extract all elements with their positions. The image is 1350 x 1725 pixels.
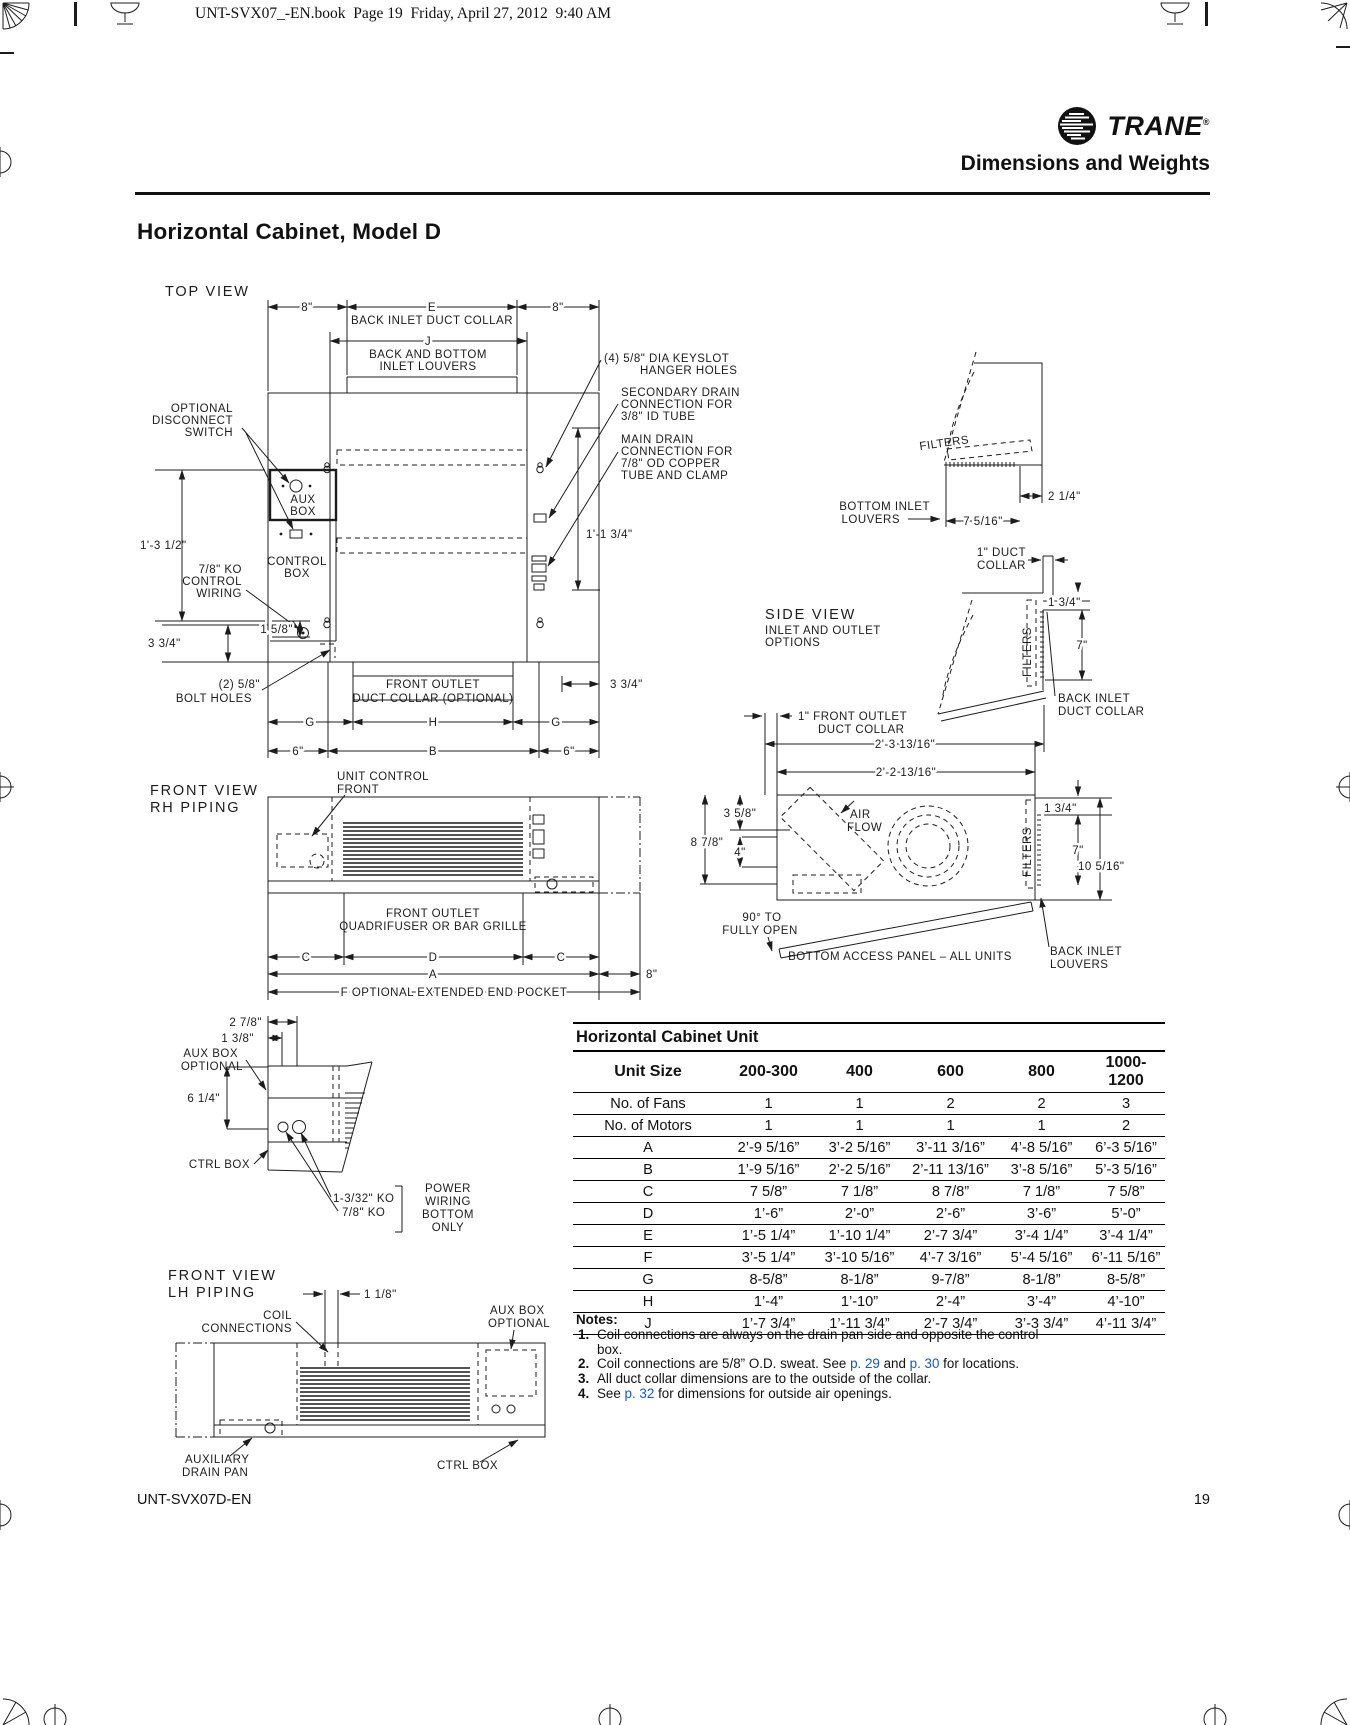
ko-1-3-32-label: 1-3/32" KO: [333, 1193, 395, 1205]
table-title: Horizontal Cabinet Unit: [573, 1023, 1165, 1051]
front-view-lh-labels: [168, 1268, 550, 1479]
row-label: G: [573, 1269, 723, 1291]
dim-8in-left: 8": [301, 302, 313, 314]
top-view-labels: [140, 284, 740, 758]
main-drain-label3: 7/8" OD COPPER: [621, 458, 721, 470]
table-row: [573, 1137, 1165, 1159]
cell: 3’-4 1/4”: [1087, 1225, 1165, 1247]
control-box-label: CONTROL: [267, 556, 327, 568]
front-outlet-collar-label2: DUCT COLLAR (OPTIONAL): [352, 693, 514, 705]
cell: 1’-5 1/4”: [723, 1225, 814, 1247]
side-section-labels: [691, 803, 1125, 971]
filters-label-3: FILTERS: [1022, 827, 1034, 877]
dim-8-7-8: 8 7/8": [690, 837, 724, 849]
coil-connections-label: COIL: [263, 1310, 292, 1322]
cell: 2: [905, 1093, 996, 1115]
cell: 7 1/8”: [814, 1181, 905, 1203]
cell: 2: [996, 1093, 1087, 1115]
brand-registered-mark: ®: [1202, 116, 1210, 127]
footer-document-number: UNT-SVX07D-EN: [137, 1492, 252, 1508]
quadrifuser-label: FRONT OUTLET: [386, 908, 480, 920]
dim-G-right: G: [551, 717, 561, 729]
dim-3-5-8: 3 5/8": [723, 808, 757, 820]
note-2-text: Coil connections are 5/8” O.D. sweat. See: [597, 1356, 851, 1372]
table-title-row: [573, 1023, 1165, 1051]
note-4-text2: for dimensions for outside air openings.: [654, 1385, 892, 1401]
cell: 3’-11 3/16”: [905, 1137, 996, 1159]
main-drain-label: MAIN DRAIN: [621, 434, 694, 446]
aux-box-detail-labels: [181, 1017, 474, 1234]
back-inlet-louvers-label2: LOUVERS: [1050, 959, 1109, 971]
cell: 4’-11 3/4”: [1087, 1313, 1165, 1335]
unit-control-label2: FRONT: [337, 784, 380, 796]
cell: 1’-4”: [723, 1291, 814, 1313]
cell: 4’-10”: [1087, 1291, 1165, 1313]
cell: 7 5/8”: [723, 1181, 814, 1203]
table-row: [573, 1181, 1165, 1203]
cell: 3’-2 5/16”: [814, 1137, 905, 1159]
dim-F-endpocket: F OPTIONAL EXTENDED END POCKET: [340, 987, 568, 999]
ko-control-wiring-label2: CONTROL: [182, 576, 242, 588]
table-header-row: [573, 1051, 1165, 1093]
dim-1-1-8: 1 1/8": [364, 1289, 397, 1301]
power-wiring-label: POWER: [425, 1183, 471, 1195]
col-header-400: 400: [814, 1051, 905, 1093]
table-row: [573, 1225, 1165, 1247]
filters-label-2: FILTERS: [1022, 627, 1034, 677]
dim-7in-upper: 7": [1076, 640, 1088, 652]
row-label: J: [573, 1313, 723, 1335]
cell: 1’-11 3/4”: [814, 1313, 905, 1335]
cell: 7 1/8”: [996, 1181, 1087, 1203]
cell: 3’-6”: [996, 1203, 1087, 1225]
notes-heading: Notes:: [576, 1312, 618, 1327]
ctrl-box-label: CTRL BOX: [188, 1159, 250, 1171]
dim-1-3-4-upper: 1 3/4": [1048, 597, 1081, 609]
front-view-lh-title2: LH PIPING: [168, 1285, 256, 1301]
dim-8in-right: 8": [552, 302, 564, 314]
cell: 9-7/8”: [905, 1269, 996, 1291]
cell: 2’-4”: [905, 1291, 996, 1313]
back-bottom-louvers-label2: INLET LOUVERS: [379, 361, 477, 373]
front-outlet-1in-collar-label2: DUCT COLLAR: [818, 724, 905, 736]
control-box-label2: BOX: [284, 568, 310, 580]
cell: 1’-10”: [814, 1291, 905, 1313]
table-row: [573, 1115, 1165, 1137]
quadrifuser-label2: QUADRIFUSER OR BAR GRILLE: [339, 921, 527, 933]
cell: 2’-6”: [905, 1203, 996, 1225]
cell: 2’-7 3/4”: [905, 1313, 996, 1335]
cell: 3’-10 5/16”: [814, 1247, 905, 1269]
top-view-title: TOP VIEW: [165, 284, 250, 300]
front-view-lh-title: FRONT VIEW: [168, 1268, 277, 1284]
cell: 8-5/8”: [1087, 1269, 1165, 1291]
dim-1ft-1-3-4: 1'-1 3/4": [586, 529, 633, 541]
cell: 1: [723, 1093, 814, 1115]
cell: 1’-6”: [723, 1203, 814, 1225]
dim-6-left: 6": [292, 746, 304, 758]
col-header-800: 800: [996, 1051, 1087, 1093]
cell: 1’-9 5/16”: [723, 1159, 814, 1181]
dim-1ft-3half: 1'-3 1/2": [140, 540, 187, 552]
dim-J: J: [424, 336, 432, 348]
note-2-text2: and: [879, 1356, 910, 1372]
dim-6-1-4: 6 1/4": [187, 1093, 220, 1105]
secondary-drain-label2: CONNECTION FOR: [621, 399, 733, 411]
back-inlet-duct-collar-label: BACK INLET DUCT COLLAR: [350, 315, 514, 327]
door-swing-label2: FULLY OPEN: [722, 925, 798, 937]
front-view-rh-title: FRONT VIEW: [150, 783, 259, 799]
back-bottom-louvers-label: BACK AND BOTTOM: [369, 349, 487, 361]
side-view-back-inlet-linework: [744, 556, 1092, 795]
table-row: [573, 1093, 1165, 1115]
note-2-text3: for locations.: [939, 1356, 1020, 1372]
col-header-unit-size: Unit Size: [573, 1051, 723, 1093]
aux-box-optional-lh-label2: OPTIONAL: [488, 1318, 551, 1330]
row-label: H: [573, 1291, 723, 1313]
dim-10-5-16: 10 5/16": [1078, 861, 1125, 873]
note-2: [576, 1357, 1046, 1372]
dim-7-5-16: 7 5/16": [963, 516, 1003, 528]
bolt-holes-label2: BOLT HOLES: [175, 693, 252, 705]
cell: 2’-11 13/16”: [905, 1159, 996, 1181]
cell: 8 7/8”: [905, 1181, 996, 1203]
cell: 8-1/8”: [996, 1269, 1087, 1291]
duct-collar-1in-label: 1" DUCT: [976, 547, 1026, 559]
cell: 7 5/8”: [1087, 1181, 1165, 1203]
cell: 1: [814, 1093, 905, 1115]
front-view-rh-linework: [268, 795, 640, 1000]
duct-collar-1in-label2: COLLAR: [976, 560, 1026, 572]
cell: 6’-3 5/16”: [1087, 1137, 1165, 1159]
footer-page-number: 19: [1193, 1492, 1210, 1508]
dim-D: D: [428, 952, 438, 964]
power-wiring-label2: WIRING: [425, 1196, 471, 1208]
dim-C-left: C: [301, 952, 311, 964]
cell: 8-5/8”: [723, 1269, 814, 1291]
dim-8in-endpocket: 8": [646, 969, 658, 981]
col-header-600: 600: [905, 1051, 996, 1093]
dim-B: B: [428, 746, 438, 758]
note-4-number: 4.: [578, 1385, 590, 1401]
cell: 3’-8 5/16”: [996, 1159, 1087, 1181]
front-outlet-1in-collar-label: 1" FRONT OUTLET: [798, 711, 908, 723]
side-view-subtitle2: OPTIONS: [765, 637, 821, 649]
front-view-rh-labels: [150, 771, 657, 999]
ko-7-8-label: 7/8" KO: [342, 1207, 386, 1219]
auxiliary-drain-pan-label2: DRAIN PAN: [182, 1467, 249, 1479]
auxiliary-drain-pan-label: AUXILIARY: [185, 1454, 250, 1466]
dim-C-right: C: [556, 952, 566, 964]
dim-A: A: [428, 969, 438, 981]
cell: 3’-4”: [996, 1291, 1087, 1313]
row-label: E: [573, 1225, 723, 1247]
back-inlet-louvers-label: BACK INLET: [1050, 946, 1123, 958]
aux-box-label: AUX: [290, 494, 316, 506]
dim-4in: 4": [734, 847, 746, 859]
page-29-link[interactable]: p. 29: [850, 1356, 880, 1372]
keyslot-hanger-holes: [324, 463, 543, 628]
row-label: F: [573, 1247, 723, 1269]
secondary-drain-label3: 3/8" ID TUBE: [621, 411, 696, 423]
side-view-title: SIDE VIEW: [765, 607, 857, 623]
note-3: [576, 1372, 1046, 1387]
dim-2ft-3-13-16: 2'-3 13/16": [874, 739, 936, 751]
page-title: Horizontal Cabinet, Model D: [137, 219, 442, 244]
cell: 5’-3 5/16”: [1087, 1159, 1165, 1181]
cell: 5’-4 5/16”: [996, 1247, 1087, 1269]
air-flow-label: AIR: [850, 809, 871, 821]
cell: 4’-8 5/16”: [996, 1137, 1087, 1159]
main-drain-label4: TUBE AND CLAMP: [621, 470, 729, 482]
side-view-labels: [765, 434, 1144, 779]
dim-6-right: 6": [563, 746, 575, 758]
col-header-1000-1200: 1000-1200: [1087, 1051, 1165, 1093]
ko-control-wiring-label: 7/8" KO: [198, 564, 242, 576]
dim-H: H: [428, 717, 438, 729]
table-row: [573, 1291, 1165, 1313]
page-30-link[interactable]: p. 30: [909, 1356, 940, 1372]
filters-label-1: FILTERS: [918, 434, 970, 453]
coil-connections-label2: CONNECTIONS: [201, 1323, 292, 1335]
note-4-text: See: [597, 1385, 625, 1401]
optional-disconnect-label: OPTIONAL: [170, 403, 233, 415]
cell: 3’-4 1/4”: [996, 1225, 1087, 1247]
bottom-inlet-louvers-label: BOTTOM INLET: [839, 501, 930, 513]
cell: 3’-3 3/4”: [996, 1313, 1087, 1335]
cell: 5’-0”: [1087, 1203, 1165, 1225]
dim-2ft-2-13-16: 2'-2 13/16": [875, 767, 937, 779]
front-view-rh-title2: RH PIPING: [150, 800, 241, 816]
dim-7in-lower: 7": [1072, 845, 1084, 857]
optional-disconnect-label3: SWITCH: [184, 427, 233, 439]
table-row: [573, 1247, 1165, 1269]
row-label: A: [573, 1137, 723, 1159]
dim-E: E: [427, 302, 437, 314]
bottom-inlet-louvers-label2: LOUVERS: [841, 514, 900, 526]
cell: 3: [1087, 1093, 1165, 1115]
cell: 6’-11 5/16”: [1087, 1247, 1165, 1269]
keyslot-label2: HANGER HOLES: [640, 365, 738, 377]
section-heading: Dimensions and Weights: [960, 152, 1210, 175]
power-wiring-label4: ONLY: [431, 1222, 465, 1234]
note-1-text: Coil connections are always on the drain pan side and opposite the control box.: [597, 1326, 1039, 1357]
air-flow-label2: FLOW: [847, 822, 883, 834]
aux-box-optional-lh-label: AUX BOX: [490, 1305, 545, 1317]
note-3-text: All duct collar dimensions are to the outside of the collar.: [597, 1371, 932, 1387]
document-header-text: UNT-SVX07_-EN.book Page 19 Friday, April 27, 2012 9:40 AM: [195, 5, 612, 22]
cell: 1: [814, 1115, 905, 1137]
col-header-200-300: 200-300: [723, 1051, 814, 1093]
brand-text: TRANE®: [1107, 110, 1210, 141]
unit-control-label: UNIT CONTROL: [337, 771, 430, 783]
secondary-drain-label: SECONDARY DRAIN: [621, 387, 740, 399]
table-row: [573, 1203, 1165, 1225]
cell: 1: [905, 1115, 996, 1137]
optional-disconnect-label2: DISCONNECT: [151, 415, 233, 427]
row-label: No. of Motors: [573, 1115, 723, 1137]
note-4: [576, 1387, 1046, 1402]
cell: 4’-7 3/16”: [905, 1247, 996, 1269]
table-row: [573, 1269, 1165, 1291]
ko-control-wiring-label3: WIRING: [196, 588, 242, 600]
ctrl-box-lh-label: CTRL BOX: [437, 1460, 499, 1472]
keyslot-label: (4) 5/8" DIA KEYSLOT: [604, 353, 730, 365]
dim-1-5-8: 1 5/8": [260, 624, 293, 636]
cell: 2’-9 5/16”: [723, 1137, 814, 1159]
main-drain-label2: CONNECTION FOR: [621, 446, 733, 458]
bottom-access-panel-label: BOTTOM ACCESS PANEL – ALL UNITS: [788, 951, 1012, 963]
power-wiring-label3: BOTTOM: [422, 1209, 474, 1221]
door-swing-label: 90° TO: [742, 912, 782, 924]
cell: 1: [723, 1115, 814, 1137]
cell: 2: [1087, 1115, 1165, 1137]
dim-1-3-8: 1 3/8": [221, 1033, 254, 1045]
crop-crosshair: [0, 147, 1350, 1725]
page-32-link[interactable]: p. 32: [624, 1385, 655, 1401]
aux-box-optional-label: AUX BOX: [183, 1048, 238, 1060]
dim-G-left: G: [305, 717, 315, 729]
cell: 2’-0”: [814, 1203, 905, 1225]
row-label: No. of Fans: [573, 1093, 723, 1115]
cell: 2’-7 3/4”: [905, 1225, 996, 1247]
dim-3-3-4-left: 3 3/4": [148, 638, 181, 650]
note-2-number: 2.: [578, 1356, 590, 1372]
cell: 1’-10 1/4”: [814, 1225, 905, 1247]
aux-box-label2: BOX: [290, 506, 316, 518]
note-1: [576, 1328, 1046, 1358]
row-label: B: [573, 1159, 723, 1181]
note-1-number: 1.: [578, 1326, 590, 1342]
cell: 2’-2 5/16”: [814, 1159, 905, 1181]
table-row: [573, 1159, 1165, 1181]
cell: 8-1/8”: [814, 1269, 905, 1291]
row-label: D: [573, 1203, 723, 1225]
dim-1-3-4-lower: 1 3/4": [1044, 803, 1077, 815]
cell: 3’-5 1/4”: [723, 1247, 814, 1269]
back-inlet-duct-collar-label3: DUCT COLLAR: [1058, 706, 1145, 718]
notes-block: [576, 1313, 1046, 1402]
dim-2-7-8: 2 7/8": [229, 1017, 262, 1029]
cell: 1: [996, 1115, 1087, 1137]
front-outlet-collar-label: FRONT OUTLET: [386, 679, 480, 691]
side-view-subtitle: INLET AND OUTLET: [765, 625, 881, 637]
aux-box-optional-label2: OPTIONAL: [180, 1061, 243, 1073]
dim-3-3-4-right: 3 3/4": [610, 679, 643, 691]
note-3-number: 3.: [578, 1371, 590, 1387]
back-inlet-duct-collar-label2: BACK INLET: [1058, 693, 1131, 705]
cell: 1’-7 3/4”: [723, 1313, 814, 1335]
bolt-holes-label: (2) 5/8": [218, 679, 260, 691]
dim-2-1-4: 2 1/4": [1048, 491, 1081, 503]
horizontal-cabinet-table: [573, 1022, 1165, 1335]
row-label: C: [573, 1181, 723, 1203]
